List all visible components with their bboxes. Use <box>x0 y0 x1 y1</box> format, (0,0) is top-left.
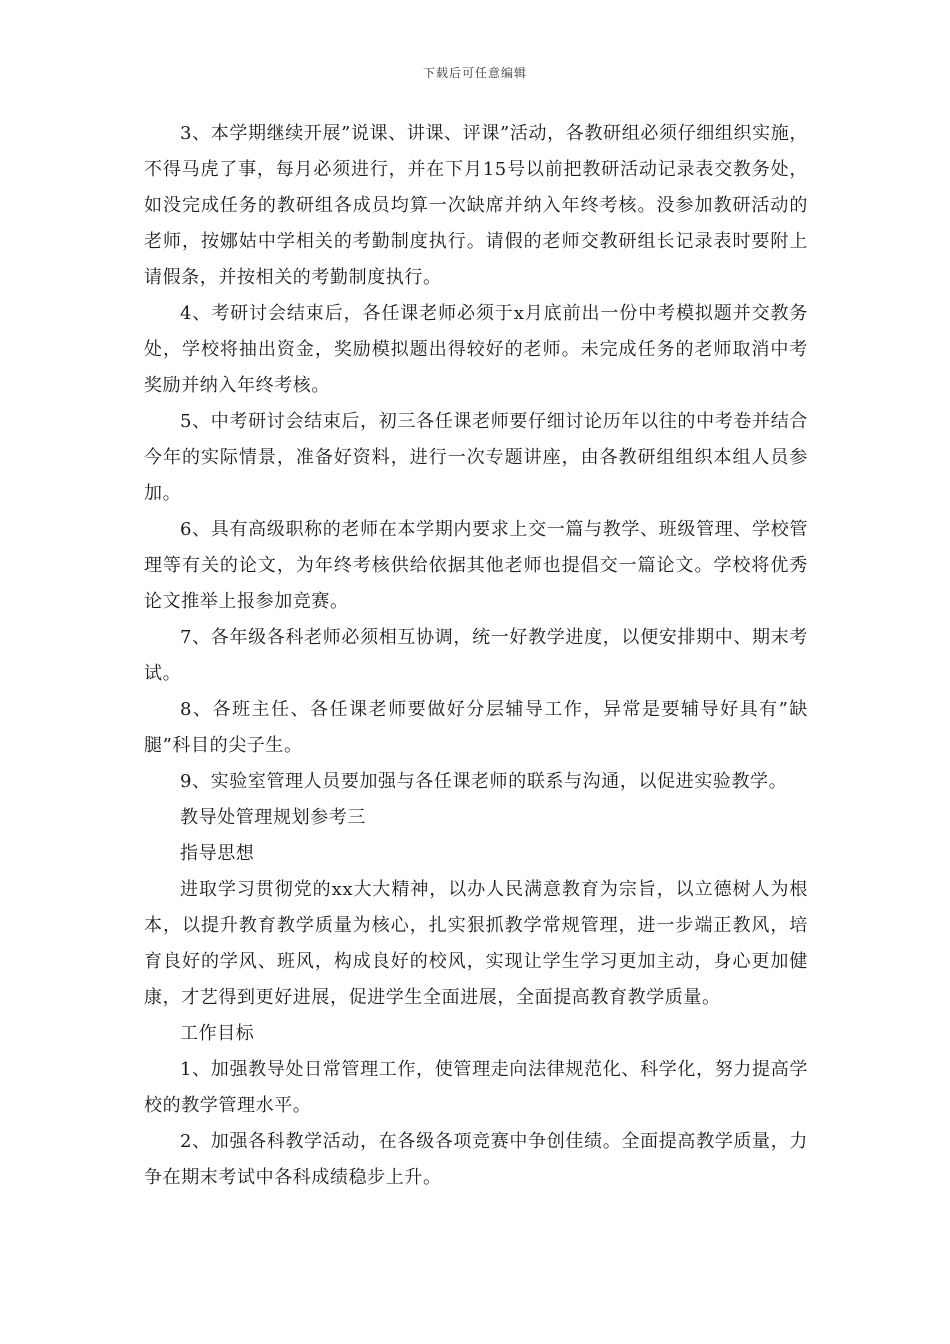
subheading-work-goals: 工作目标 <box>180 1023 255 1044</box>
paragraph-goal-1: 1、加强教导处日常管理工作，使管理走向法律规范化、科学化，努力提高学校的教学管理水平。 <box>144 1059 808 1116</box>
paragraph-item-5: 5、中考研讨会结束后，初三各任课老师要仔细讨论历年以往的中考卷并结合今年的实际情景，准备好资料，进行一次专题讲座，由各教研组组织本组人员参加。 <box>144 411 808 504</box>
section-title: 教导处管理规划参考三 <box>180 807 366 828</box>
paragraph-guiding-idea: 进取学习贯彻党的xx大大精神，以办人民满意教育为宗旨，以立德树人为根本，以提升教育教学质量为核心，扎实狠抓教学常规管理，进一步端正教风，培育良好的学风、班风，构成良好的校风，实现让学生学习更加主动，身心更加健康，才艺得到更好进展，促进学生全面进展，全面提高教育教学质量。 <box>144 879 808 1008</box>
paragraph-item-9: 9、实验室管理人员要加强与各任课老师的联系与沟通，以促进实验教学。 <box>180 771 788 792</box>
paragraph-item-6: 6、具有高级职称的老师在本学期内要求上交一篇与教学、班级管理、学校管理等有关的论文，为年终考核供给依据其他老师也提倡交一篇论文。学校将优秀论文推举上报参加竞赛。 <box>144 519 808 612</box>
page-header: 下载后可任意编辑 <box>422 66 527 80</box>
document-body <box>144 116 808 1196</box>
paragraph-item-4: 4、考研讨会结束后，各任课老师必须于x月底前出一份中考模拟题并交教务处，学校将抽出资金，奖励模拟题出得较好的老师。未完成任务的老师取消中考奖励并纳入年终考核。 <box>144 303 808 396</box>
paragraph-goal-2: 2、加强各科教学活动，在各级各项竞赛中争创佳绩。全面提高教学质量，力争在期末考试中各科成绩稳步上升。 <box>144 1131 808 1188</box>
paragraph-item-3: 3、本学期继续开展”说课、讲课、评课”活动，各教研组必须仔细组织实施，不得马虎了事，每月必须进行，并在下月15号以前把教研活动记录表交教务处，如没完成任务的教研组各成员均算一次缺席并纳入年终考核。没参加教研活动的老师，按娜姑中学相关的考勤制度执行。请假的老师交教研组长记录表时要附上请假条，并按相关的考勤制度执行。 <box>144 123 808 288</box>
paragraph-item-7: 7、各年级各科老师必须相互协调，统一好教学进度，以便安排期中、期末考试。 <box>144 627 808 684</box>
subheading-guiding-idea: 指导思想 <box>180 843 255 864</box>
paragraph-item-8: 8、各班主任、各任课老师要做好分层辅导工作，异常是要辅导好具有”缺腿”科目的尖子生。 <box>144 699 808 756</box>
